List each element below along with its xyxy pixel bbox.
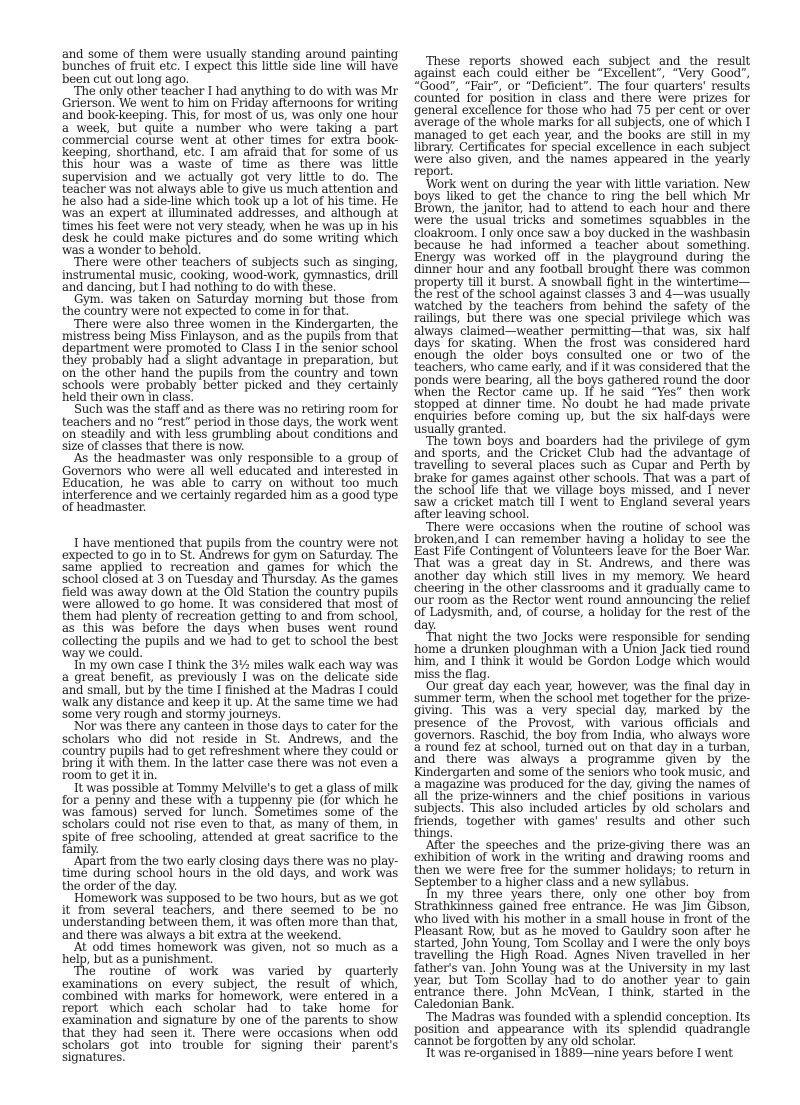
paragraph: The only other teacher I had anything to do with was Mr Grierson. We went to him on Friday afternoons for writing and book-keeping. This, for most of us, was only one hour a week, but quite a number who were taking a part commercial course went at other times for extra book-keeping, shorthand, etc. I am afraid that for some of us this hour was a waste of time as there was little supervision and we actually got very little to do. The teacher was not always able to give us much attention and he also had a side-line which took up a lot of his time. He was an expert at illuminated addresses, and although at times his feet were not very steady, when he was up in his desk he could make pictures and do some writing which was a wonder to behold. (62, 83, 398, 257)
paragraph: Nor was there any canteen in those days to cater for the scholars who did not reside in St. Andrews, and the country pupils had to get refreshment where they could or bring it with them. In the latter case there was not even a room to get it in. (62, 719, 398, 783)
paragraph: Gym. was taken on Saturday morning but those from the country were not expected to come in for that. (62, 292, 398, 319)
paragraph: There were other teachers of subjects such as singing, instrumental music, cooking, wood-work, gymnastics, drill and dancing, but I had nothing to do with these. (62, 255, 398, 294)
paragraph: Our great day each year, however, was the final day in summer term, when the school met together for the prize-giving. This was a very special day, marked by the presence of the Provost, with various officials and governors. Raschid, the boy from India, who always wore a round fez at school, turned out on that day in a turban, and there was always a programme given by the Kindergarten and some of the seniors who took music, and a magazine was produced for the day, giving the names of all the prize-winners and the chief positions in various subjects. This also included articles by old scholars and friends, together with games' results and other such things. (414, 678, 750, 840)
paragraph: At odd times homework was given, not so much as a help, but as a punishment. (62, 939, 398, 966)
paragraph: and some of them were usually standing around painting bunches of fruit etc. I expect this little side line will have been cut out long ago. (62, 48, 398, 86)
paragraph: Apart from the two early closing days there was no play-time during school hours in the old days, and work was the order of the day. (62, 854, 398, 893)
paragraph: After the speeches and the prize-giving there was an exhibition of work in the writing and drawing rooms and then we were free for the summer holidays; to return in September to a higher class and a new syllabus. (414, 838, 750, 889)
paragraph: Such was the staff and as there was no retiring room for teachers and no “rest” period in those days, the work went on steadily and with less grumbling about conditions and size of classes that there is now. (62, 402, 398, 453)
right-column (414, 55, 750, 1095)
paragraph: In my three years there, only one other boy from Strathkinness gained free entrance. He was Jim Gibson, who lived with his mother in a small house in front of the Pleasant Row, but as he moved to Gauldry soon after he started, John Young, Tom Scollay and I were the only boys travelling the High Road. Agnes Niven travelled in her father's van. John Young was at the University in my last year, but Tom Scollay had to do another year to gain entrance there. John McVean, I think, started in the Caledonian Bank. (414, 887, 750, 1012)
paragraph: Homework was supposed to be two hours, but as we got it from several teachers, and there seemed to be no understanding between them, it was often more than that, and there was always a bit extra at the weekend. (62, 890, 398, 942)
paragraph: It was possible at Tommy Melville's to get a glass of milk for a penny and these with a tuppenny pie (for which he was famous) served for lunch. Sometimes some of the scholars could not rise even to that, as many of them, in spite of free schooling, attended at great sacrifice to the family. (62, 780, 398, 856)
paragraph: The routine of work was varied by quarterly examinations on every subject, the result of which, combined with marks for homework, were entered in a report which each scholar had to take home for examination and signature by one of the parents to show that they had seen it. There were occasions when odd scholars got into trouble for signing their parent's signatures. (62, 964, 398, 1064)
paragraph: As the headmaster was only responsible to a group of Governors who were all well educated and interested in Education, he was able to carry on without too much interference and we certainly regarded him as a good type of headmaster. (62, 451, 398, 515)
paragraph: Work went on during the year with little variation. New boys liked to get the chance to ring the bell which Mr Brown, the janitor, had to attend to each hour and there were the usual tricks and sometimes squabbles in the cloakroom. I only once saw a boy ducked in the washbasin because he had informed a teacher about something. Energy was worked off in the playground during the dinner hour and any football brought there was common property till it burst. A snowball fight in the wintertime—the rest of the school against classes 3 and 4—was usually watched by the teachers from behind the safety of the railings, but there was one special privilege which was always claimed—weather permitting—that was, six half days for skating. When the frost was considered hard enough the older boys consulted one or two of the teachers, who came early, and if it was considered that the ponds were bearing, all the boys gathered round the door when the Rector came up. If he said “Yes” then work stopped at dinner time. No doubt he had made private enquiries before coming up, but the six half-days were usually granted. (414, 176, 750, 436)
paragraph: It was re-organised in 1889—nine years before I went (426, 1046, 733, 1061)
paragraph: The town boys and boarders had the privilege of gym and sports, and the Cricket Club had the advantage of travelling to several places such as Cupar and Perth by brake for games against other schools. That was a part of the school life that we village boys missed, and I never saw a cricket match till I went to England several years after leaving school. (414, 433, 750, 522)
left-column (62, 48, 398, 1088)
paragraph: That night the two Jocks were responsible for sending home a drunken ploughman with a Union Jack tied round him, and I think it would be Gordon Lodge which would miss the flag. (414, 629, 750, 681)
paragraph: The Madras was founded with a splendid conception. Its position and appearance with its splendid quadrangle cannot be forgotten by any old scholar. (414, 1009, 750, 1048)
paragraph: These reports showed each subject and the result against each could either be “Excellent”, “Very Good”, “Good”, “Fair”, or “Deficient”. The four quarters' results counted for position in class and there were prizes for general excellence for those who had 75 per cent or over average of the whole marks for all subjects, one of which I managed to get each year, and the books are still in my library. Certificates for special excellence in each subject were also given, and the names appeared in the yearly report. (414, 55, 750, 179)
paragraph: There were occasions when the routine of school was broken,and I can remember having a holiday to see the East Fife Contingent of Volunteers leave for the Boer War. That was a great day in St. Andrews, and there was another day which still lives in my memory. We heard cheering in the other classrooms and it gradually came to our room as the Rector went round announcing the relief of Ladysmith, and, of course, a holiday for the rest of the day. (414, 519, 750, 632)
paragraph: I have mentioned that pupils from the country were not expected to go in to St. Andrews for gym on Saturday. The same applied to recreation and games for which the school closed at 3 on Tuesday and Thursday. As the games field was away down at the Old Station the country pupils were allowed to go home. It was considered that most of them had plenty of recreation getting to and from school, as this was before the days when buses went round collecting the pupils and we had to get to school the best way we could. (62, 535, 398, 660)
paragraph: There were also three women in the Kindergarten, the mistress being Miss Finlayson, and as the pupils from that department were promoted to Class I in the senior school they probably had a slight advantage in preparation, but on the other hand the pupils from the country and town schools were probably better picked and they certainly held their own in class. (62, 316, 398, 404)
paragraph: In my own case I think the 3½ miles walk each way was a great benefit, as previously I was on the delicate side and small, but by the time I finished at the Madras I could walk any distance and keep it up. At the same time we had some very rough and stormy journeys. (62, 658, 398, 721)
